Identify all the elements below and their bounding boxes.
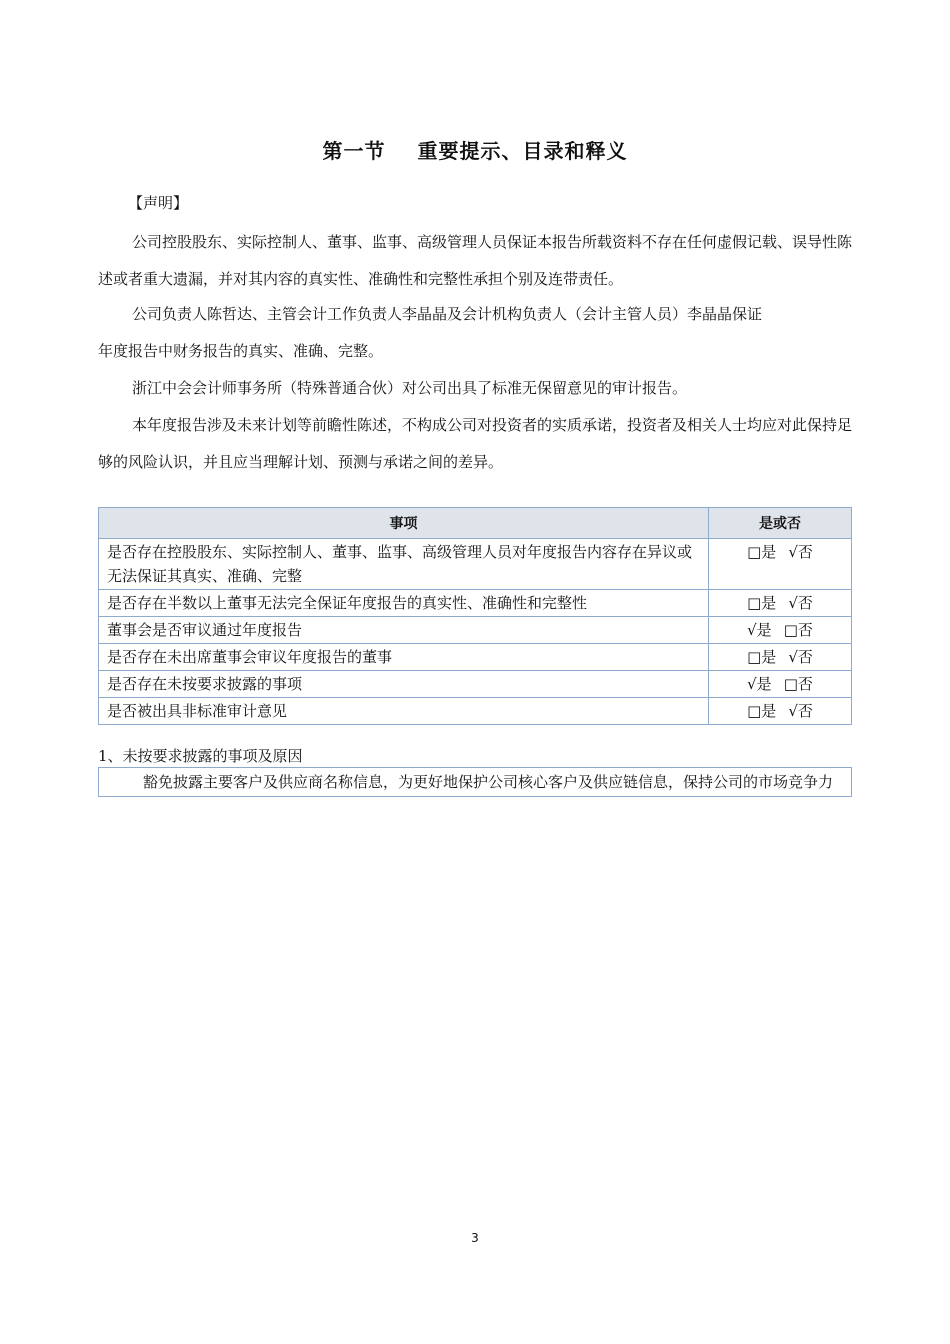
page-title — [0, 136, 950, 166]
row-item: 董事会是否审议通过年度报告 — [99, 617, 709, 644]
row-answer — [709, 698, 852, 725]
row-answer — [709, 539, 852, 590]
statement-paragraph-5: 本年度报告涉及未来计划等前瞻性陈述，不构成公司对投资者的实质承诺，投资者及相关人士均应对此保持足够的风险认识，并且应当理解计划、预测与承诺之间的差异。 — [98, 416, 853, 471]
row-item: 是否存在控股股东、实际控制人、董事、监事、高级管理人员对年度报告内容存在异议或无法保证其真实、准确、完整 — [99, 539, 709, 590]
table-row — [99, 539, 852, 590]
table-row — [99, 617, 852, 644]
no-checkbox: √否 — [788, 648, 813, 666]
page-number: 3 — [471, 1231, 479, 1245]
no-checkbox: □否 — [783, 675, 813, 693]
yes-checkbox: □是 — [747, 594, 777, 612]
header-answer: 是或否 — [709, 508, 852, 539]
table-row — [99, 590, 852, 617]
yes-checkbox: □是 — [747, 543, 777, 561]
yes-checkbox: □是 — [747, 648, 777, 666]
row-item: 是否存在半数以上董事无法完全保证年度报告的真实性、准确性和完整性 — [99, 590, 709, 617]
row-item: 是否存在未出席董事会审议年度报告的董事 — [99, 644, 709, 671]
row-answer — [709, 590, 852, 617]
yes-checkbox: √是 — [747, 621, 772, 639]
reason-box: 豁免披露主要客户及供应商名称信息，为更好地保护公司核心客户及供应链信息，保持公司的市场竞争力 — [98, 767, 852, 797]
matters-table — [98, 507, 852, 725]
no-checkbox: □否 — [783, 621, 813, 639]
table-row — [99, 671, 852, 698]
row-item: 是否被出具非标准审计意见 — [99, 698, 709, 725]
row-answer — [709, 671, 852, 698]
header-item: 事项 — [99, 508, 709, 539]
row-item: 是否存在未按要求披露的事项 — [99, 671, 709, 698]
table-header-row — [99, 508, 852, 539]
section-number: 第一节 — [322, 139, 386, 163]
yes-checkbox: □是 — [747, 702, 777, 720]
yes-checkbox: √是 — [747, 675, 772, 693]
section-title: 重要提示、目录和释义 — [417, 139, 628, 163]
no-checkbox: √否 — [788, 543, 813, 561]
statement-paragraph-3: 年度报告中财务报告的真实、准确、完整。 — [98, 342, 384, 360]
statement-paragraph-4: 浙江中会会计师事务所（特殊普通合伙）对公司出具了标准无保留意见的审计报告。 — [132, 379, 688, 397]
statement-paragraph-1: 公司控股股东、实际控制人、董事、监事、高级管理人员保证本报告所载资料不存在任何虚假记载、误导性陈述或者重大遗漏，并对其内容的真实性、准确性和完整性承担个别及连带责任。 — [98, 233, 853, 288]
statement-paragraph-2: 公司负责人陈哲达、主管会计工作负责人李晶晶及会计机构负责人（会计主管人员）李晶晶保证 — [132, 305, 763, 323]
statement-label: 【声明】 — [128, 194, 189, 212]
table-row — [99, 644, 852, 671]
row-answer — [709, 644, 852, 671]
no-checkbox: √否 — [788, 702, 813, 720]
no-checkbox: √否 — [788, 594, 813, 612]
table-row — [99, 698, 852, 725]
row-answer — [709, 617, 852, 644]
reason-label: 1、未按要求披露的事项及原因 — [98, 747, 303, 765]
